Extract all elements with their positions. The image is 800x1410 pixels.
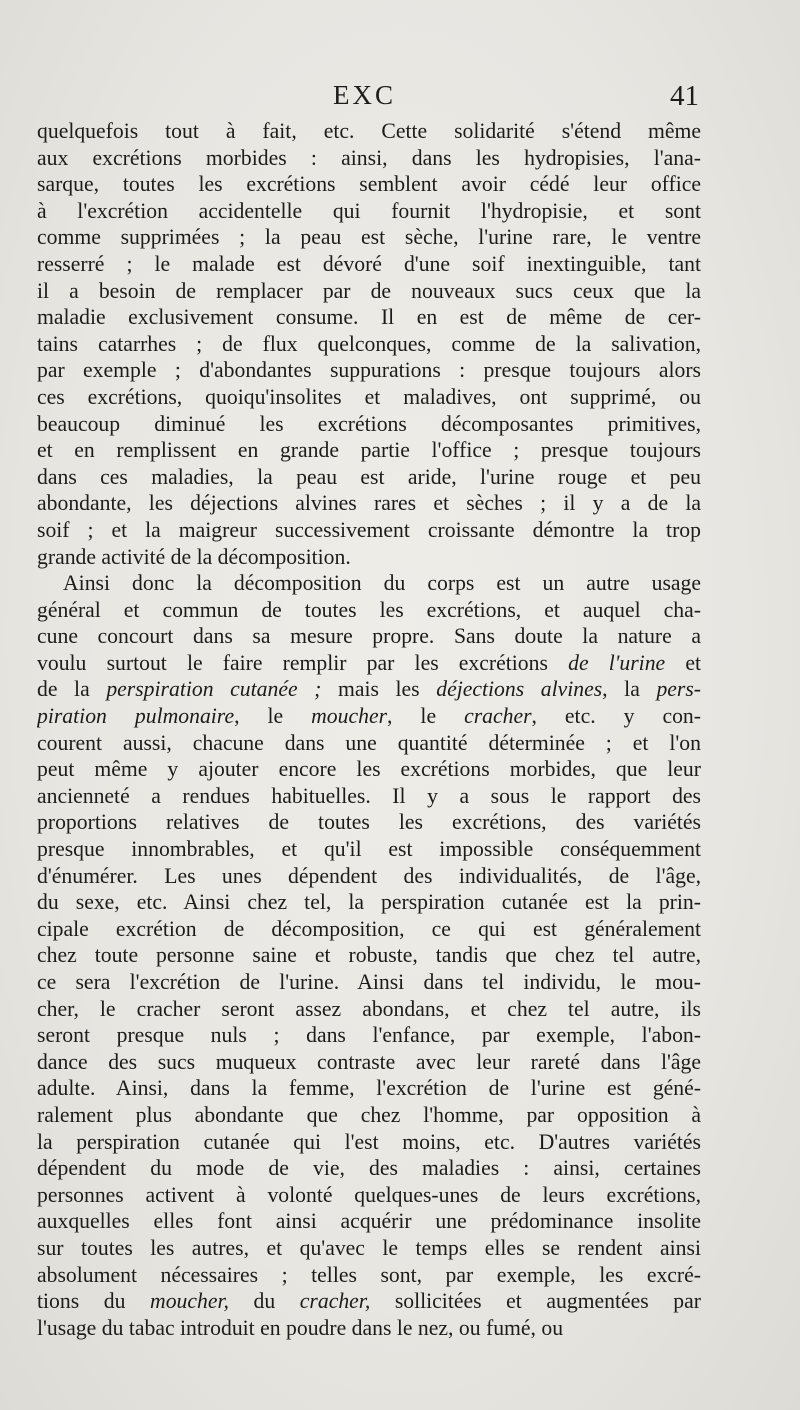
text-run: beaucoup diminué les excrétions décomposantes primitives, bbox=[37, 411, 701, 436]
text-line bbox=[37, 304, 701, 331]
text-line bbox=[37, 357, 701, 384]
text-line bbox=[37, 411, 701, 438]
text-line bbox=[37, 251, 701, 278]
text-run: aux excrétions morbides : ainsi, dans les hydropisies, l'ana- bbox=[37, 145, 701, 170]
text-run: Ainsi donc la décomposition du corps est un autre usage bbox=[63, 571, 701, 596]
text-run: général et commun de toutes les excrétions, et auquel cha- bbox=[37, 597, 701, 622]
text-line bbox=[37, 889, 701, 916]
text-line bbox=[37, 942, 701, 969]
text-run: ce sera l'excrétion de l'urine. Ainsi dans tel individu, le mou- bbox=[37, 970, 701, 994]
text-line bbox=[37, 676, 701, 703]
text-run: comme supprimées ; la peau est sèche, l'urine rare, le ventre bbox=[37, 225, 701, 250]
text-run: de la bbox=[37, 677, 107, 702]
text-run: courent aussi, chacune dans une quantité déterminée ; et l'on bbox=[37, 730, 701, 755]
text-run: personnes activent à volonté quelques-unes de leurs excrétions, bbox=[37, 1182, 701, 1207]
text-run: ralement plus abondante que chez l'homme, par opposition à bbox=[37, 1102, 701, 1127]
text-line bbox=[37, 809, 701, 836]
text-run: adulte. Ainsi, dans la femme, l'excrétion de l'urine est géné- bbox=[37, 1076, 701, 1101]
text-line bbox=[37, 730, 701, 757]
text-line bbox=[37, 650, 701, 677]
text-line bbox=[37, 1182, 701, 1209]
italic-text: moucher, bbox=[150, 1289, 229, 1314]
text-line bbox=[37, 490, 701, 517]
text-line bbox=[37, 1102, 701, 1129]
text-run: peut même y ajouter encore les excrétions morbides, que leur bbox=[37, 757, 701, 782]
text-line bbox=[37, 996, 701, 1023]
text-run: mais les bbox=[321, 677, 437, 702]
text-run: par exemple ; d'abondantes suppurations : presque toujours alors bbox=[37, 358, 701, 383]
italic-text: piration pulmonaire bbox=[37, 704, 235, 729]
text-line bbox=[37, 384, 701, 411]
text-line bbox=[37, 597, 701, 624]
italic-text: cracher bbox=[464, 704, 532, 729]
text-line bbox=[37, 145, 701, 172]
text-line bbox=[37, 517, 701, 544]
text-run: , etc. y con- bbox=[531, 704, 701, 729]
text-run: cher, le cracher seront assez abondans, et chez tel autre, ils bbox=[37, 996, 701, 1021]
body-text bbox=[37, 118, 701, 1341]
text-run: proportions relatives de toutes les excrétions, des variétés bbox=[37, 810, 701, 835]
text-run: à l'excrétion accidentelle qui fournit l'hydropisie, et sont bbox=[37, 198, 701, 223]
text-line bbox=[37, 171, 701, 198]
text-run: cune concourt dans sa mesure propre. Sans doute la nature a bbox=[37, 624, 701, 649]
text-run: sollicitées et augmentées par bbox=[370, 1289, 701, 1314]
text-run: et bbox=[665, 650, 701, 675]
text-line bbox=[37, 1049, 701, 1076]
text-run: dépendent du mode de vie, des maladies : ainsi, certaines bbox=[37, 1156, 701, 1181]
text-line bbox=[37, 437, 701, 464]
text-run: ancienneté a rendues habituelles. Il y a sous le rapport des bbox=[37, 783, 701, 808]
text-run: tains catarrhes ; de flux quelconques, comme de la salivation, bbox=[37, 331, 701, 356]
text-run: soif ; et la maigreur successivement croissante démontre la trop bbox=[37, 517, 701, 542]
text-line bbox=[37, 464, 701, 491]
running-head: EXC bbox=[333, 80, 396, 110]
italic-text: déjections alvines bbox=[436, 677, 603, 702]
text-run: dance des sucs muqueux contraste avec leur rareté dans l'âge bbox=[37, 1049, 701, 1074]
text-line bbox=[37, 544, 701, 571]
text-run: abondante, les déjections alvines rares et sèches ; il y a de la bbox=[37, 491, 701, 516]
text-run: presque innombrables, et qu'il est impossible conséquemment bbox=[37, 837, 701, 862]
italic-text: moucher bbox=[311, 704, 388, 729]
text-run: la perspiration cutanée qui l'est moins, etc. D'autres variétés bbox=[37, 1129, 701, 1154]
text-run: dans ces maladies, la peau est aride, l'urine rouge et peu bbox=[37, 464, 701, 489]
page-number: 41 bbox=[670, 80, 699, 112]
text-line bbox=[37, 969, 701, 996]
text-line bbox=[37, 1155, 701, 1182]
italic-text: pers- bbox=[656, 677, 701, 702]
text-line bbox=[37, 1235, 701, 1262]
text-run: cipale excrétion de décomposition, ce qui est généralement bbox=[37, 916, 701, 941]
text-run: et en remplissent en grande partie l'office ; presque toujours bbox=[37, 438, 701, 463]
text-run: maladie exclusivement consume. Il en est de même de cer- bbox=[37, 305, 701, 330]
text-run: tions du bbox=[37, 1289, 151, 1314]
text-line bbox=[37, 1315, 701, 1342]
text-line bbox=[37, 836, 701, 863]
text-run: absolument nécessaires ; telles sont, par exemple, les excré- bbox=[37, 1262, 701, 1287]
text-line bbox=[37, 118, 701, 145]
text-line bbox=[37, 756, 701, 783]
text-run: du sexe, etc. Ainsi chez tel, la perspiration cutanée est la prin- bbox=[37, 890, 701, 915]
text-run: seront presque nuls ; dans l'enfance, par exemple, l'abon- bbox=[37, 1023, 701, 1048]
text-line bbox=[37, 224, 701, 251]
text-run: voulu surtout le faire remplir par les excrétions bbox=[37, 650, 569, 675]
text-run: sarque, toutes les excrétions semblent avoir cédé leur office bbox=[37, 172, 701, 197]
text-run: , le bbox=[387, 704, 465, 729]
italic-text: perspiration cutanée ; bbox=[106, 677, 322, 702]
text-run: auxquelles elles font ainsi acquérir une prédominance insolite bbox=[37, 1209, 701, 1234]
text-run: , la bbox=[602, 677, 657, 702]
text-run: du bbox=[228, 1289, 300, 1314]
text-line bbox=[37, 916, 701, 943]
text-run: sur toutes les autres, et qu'avec le temps elles se rendent ainsi bbox=[37, 1235, 701, 1260]
text-run: , le bbox=[234, 704, 312, 729]
text-line bbox=[37, 278, 701, 305]
text-run: l'usage du tabac introduit en poudre dans le nez, ou fumé, ou bbox=[37, 1315, 564, 1340]
text-line bbox=[37, 570, 701, 597]
text-line bbox=[37, 198, 701, 225]
italic-text: de l'urine bbox=[568, 650, 666, 675]
italic-text: cracher, bbox=[299, 1289, 371, 1314]
text-run: chez toute personne saine et robuste, tandis que chez tel autre, bbox=[37, 943, 701, 968]
text-line bbox=[37, 863, 701, 890]
page-header bbox=[0, 80, 800, 114]
text-run: d'énumérer. Les unes dépendent des individualités, de l'âge, bbox=[37, 863, 701, 888]
text-line bbox=[37, 1075, 701, 1102]
text-run: ces excrétions, quoiqu'insolites et maladives, ont supprimé, ou bbox=[37, 384, 701, 409]
text-line bbox=[37, 1129, 701, 1156]
text-run: quelquefois tout à fait, etc. Cette solidarité s'étend même bbox=[37, 119, 701, 143]
text-line bbox=[37, 331, 701, 358]
text-line bbox=[37, 1262, 701, 1289]
text-line bbox=[37, 623, 701, 650]
text-line bbox=[37, 1288, 701, 1315]
text-line bbox=[37, 1208, 701, 1235]
text-line bbox=[37, 1022, 701, 1049]
text-run: il a besoin de remplacer par de nouveaux sucs ceux que la bbox=[37, 278, 701, 303]
text-run: resserré ; le malade est dévoré d'une soif inextinguible, tant bbox=[37, 251, 701, 276]
text-line bbox=[37, 783, 701, 810]
text-line bbox=[37, 703, 701, 730]
text-run: grande activité de la décomposition. bbox=[37, 544, 351, 569]
